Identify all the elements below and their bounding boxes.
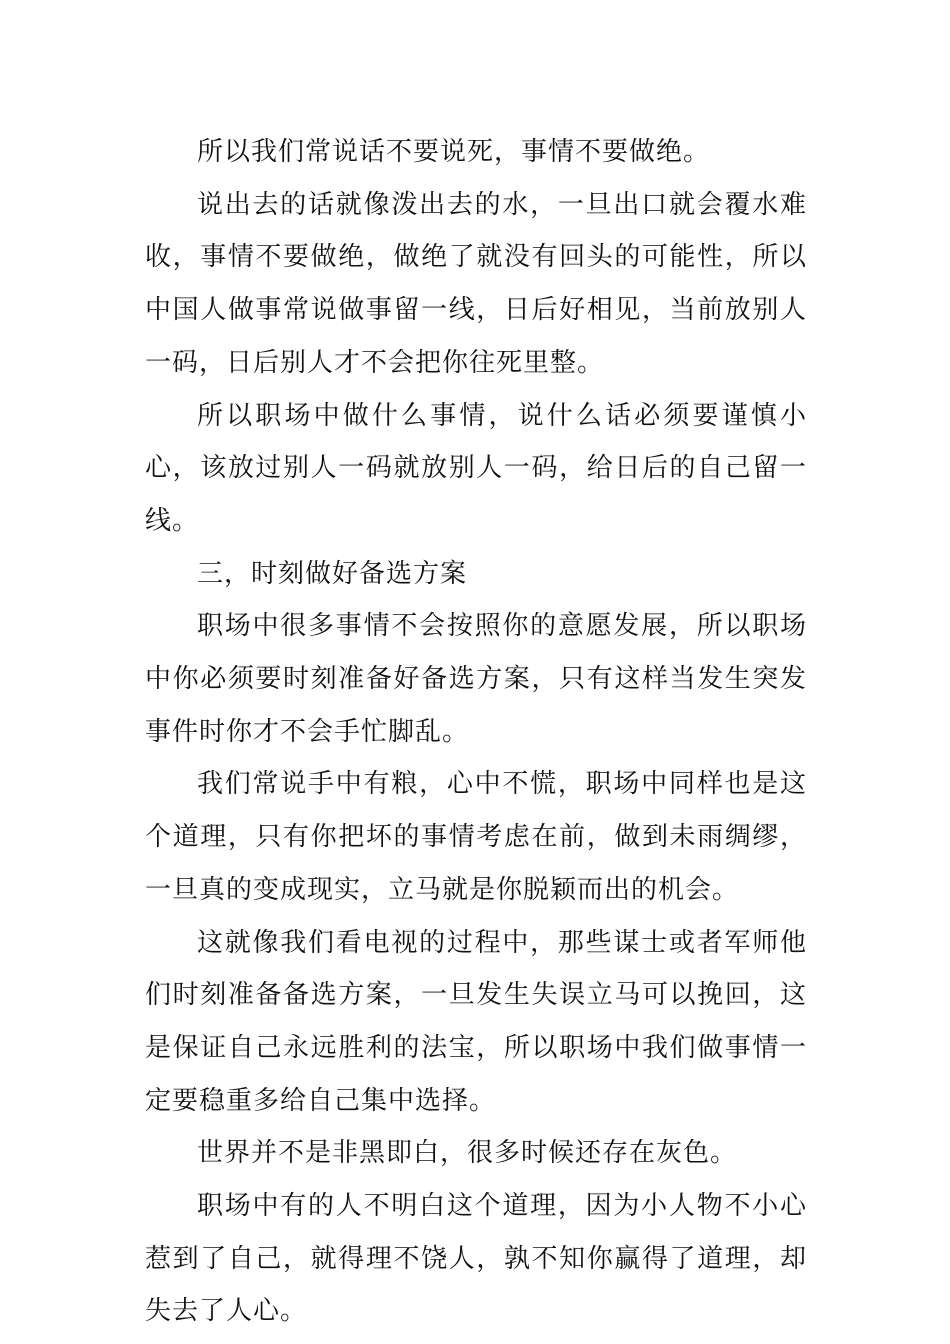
paragraph: 所以我们常说话不要说死，事情不要做绝。 xyxy=(197,137,711,167)
paragraph: 这就像我们看电视的过程中，那些谋士或者军师他们时刻准备备选方案，一旦发生失误立马可以挽回，这是保证自己永远胜利的法宝，所以职场中我们做事情一定要稳重多给自己集中选择。 xyxy=(145,927,807,1116)
paragraph: 职场中有的人不明白这个道理，因为小人物不小心惹到了自己，就得理不饶人，孰不知你赢得了道理，却失去了人心。 xyxy=(145,1191,807,1327)
document-body xyxy=(145,126,807,1338)
paragraph: 说出去的话就像泼出去的水，一旦出口就会覆水难收，事情不要做绝，做绝了就没有回头的可能性，所以中国人做事常说做事留一线，日后好相见，当前放别人一码，日后别人才不会把你往死里整。 xyxy=(145,189,807,378)
paragraph: 所以职场中做什么事情，说什么话必须要谨慎小心，该放过别人一码就放别人一码，给日后的自己留一线。 xyxy=(145,400,807,536)
paragraph: 世界并不是非黑即白，很多时候还存在灰色。 xyxy=(197,1138,738,1169)
paragraph: 我们常说手中有粮，心中不慌，职场中同样也是这个道理，只有你把坏的事情考虑在前，做到未雨绸缪，一旦真的变成现实，立马就是你脱颖而出的机会。 xyxy=(145,769,807,905)
section-heading: 三，时刻做好备选方案 xyxy=(197,558,468,589)
paragraph: 职场中很多事情不会按照你的意愿发展，所以职场中你必须要时刻准备好备选方案，只有这样当发生突发事件时你才不会手忙脚乱。 xyxy=(145,611,807,747)
